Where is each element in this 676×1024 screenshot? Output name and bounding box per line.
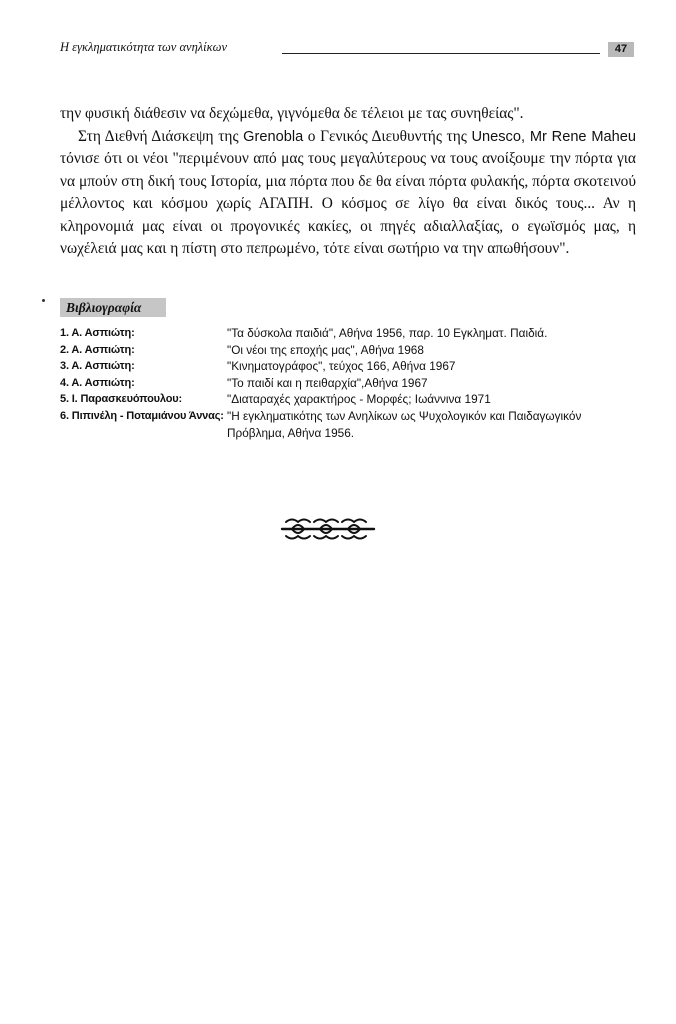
- bibliography-work: "Διαταραχές χαρακτήρος - Μορφές; Ιωάννινα 1971: [227, 392, 491, 407]
- header-rule: [282, 53, 600, 54]
- bibliography-author: 2. Α. Ασπιώτη:: [60, 343, 135, 356]
- bibliography-entry: [60, 391, 636, 408]
- margin-dot: [42, 299, 45, 302]
- paragraph-1: την φυσική διάθεσιν να δεχώμεθα, γιγνόμεθα δε τέλειοι με τας συνηθείας".: [60, 105, 524, 122]
- place-name: Grenobla: [243, 128, 304, 145]
- bibliography-heading: Βιβλιογραφία: [60, 298, 166, 317]
- paragraph-2: [60, 126, 636, 261]
- bibliography-entry: [60, 325, 636, 342]
- bibliography-work: "Η εγκληματικότης των Ανηλίκων ως Ψυχολογικόν και Παιδαγωγικόν Πρόβλημα, Αθήνα 1956.: [227, 408, 582, 440]
- bibliography-entry: [60, 342, 636, 359]
- bibliography-work: "Το παιδί και η πειθαρχία",Αθήνα 1967: [227, 375, 428, 390]
- bibliography-entry: [60, 408, 636, 441]
- bibliography-work: "Τα δύσκολα παιδιά", Αθήνα 1956, παρ. 10 Εγκληματ. Παιδιά.: [227, 326, 548, 340]
- bibliography-work: "Κινηματογράφος", τεύχος 166, Αθήνα 1967: [227, 359, 456, 374]
- bibliography-author: 4. Α. Ασπιώτη:: [60, 376, 135, 389]
- running-header: [60, 38, 640, 60]
- body-text: [60, 103, 636, 261]
- paragraph-2-part-3: τόνισε ότι οι νέοι "περιμένουν από μας τους μεγαλύτερους να τους ανοίξουμε την πόρτα για να μπούν στη δική τους Ιστορία, μια πόρτα που δε θα είναι πόρτα φυλακής, πόρτα σκοτεινού μέλλοντος και κόσμου χωρίς ΑΓΑΠΗ. Ο κόσμος σε λίγο θα είναι δικός τους... Αν η κληρονομιά μας είναι οι προγονικές κακίες, οι πηγές αδιαλλαξίας, ο εγωϊσμός μας, η νωχέλειά μας και η πίστη στο πεπρωμένο, τότε είναι σωτήριο να την απωθήσουν".: [60, 150, 636, 257]
- page-number: 47: [608, 42, 634, 57]
- bibliography-list: [60, 325, 636, 441]
- bibliography-entry: [60, 358, 636, 375]
- running-title: Η εγκληματικότητα των ανηλίκων: [60, 40, 228, 54]
- decorative-ornament-icon: [280, 516, 376, 542]
- bibliography-author: 1. Α. Ασπιώτη:: [60, 327, 135, 339]
- bibliography-author: 3. Α. Ασπιώτη:: [60, 360, 135, 373]
- paragraph-2-part-1: Στη Διεθνή Διάσκεψη της: [78, 127, 244, 145]
- paragraph-2-part-2: ο Γενικός Διευθυντής της: [303, 127, 472, 145]
- organization-person-name: Unesco, Mr Rene Maheu: [471, 128, 636, 145]
- bibliography-author: 5. Ι. Παρασκευόπουλου:: [60, 393, 183, 406]
- bibliography-author: 6. Πιπινέλη - Ποταμιάνου Άννας:: [60, 409, 224, 422]
- bibliography-entry: [60, 375, 636, 392]
- bibliography-work: "Οι νέοι της εποχής μας", Αθήνα 1968: [227, 342, 424, 357]
